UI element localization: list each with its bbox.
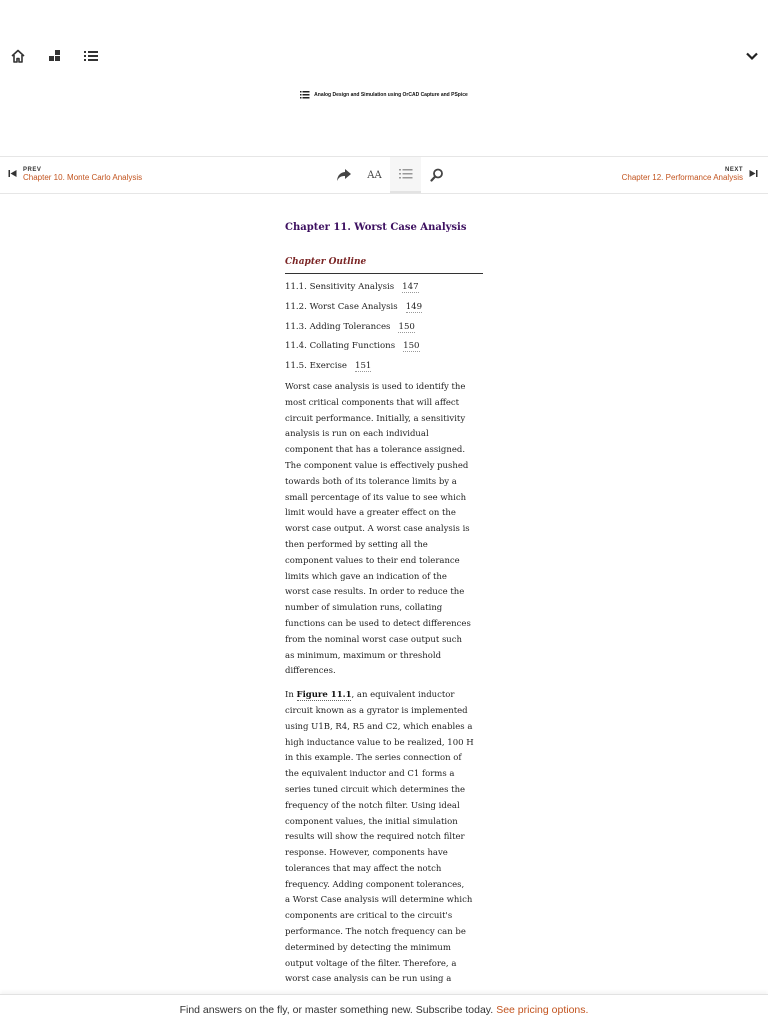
text-line: limits which gave an indication of the bbox=[285, 571, 447, 582]
text-line: components are critical to the circuit's bbox=[285, 911, 453, 922]
prev-chapter-link[interactable] bbox=[8, 165, 142, 183]
text-line: results will show the required notch filter bbox=[285, 832, 465, 843]
prev-chapter-title[interactable]: Chapter 10. Monte Carlo Analysis bbox=[23, 172, 143, 182]
outline-item-page[interactable]: 150 bbox=[398, 321, 415, 332]
chapter-title: Chapter 11. Worst Case Analysis bbox=[285, 222, 467, 233]
text-line: from the nominal worst case output such bbox=[285, 634, 463, 645]
text-line: frequency. Adding component tolerances, bbox=[285, 879, 465, 890]
outline-item-page[interactable]: 147 bbox=[402, 282, 419, 292]
text-line: analysis is run on each individual bbox=[285, 429, 429, 440]
outline-item[interactable] bbox=[285, 357, 485, 377]
text-line: small percentage of its value to see which bbox=[285, 492, 467, 503]
outline-item-label: 11.4. Collating Functions bbox=[285, 341, 396, 352]
outline-item-label: 11.1. Sensitivity Analysis bbox=[285, 282, 395, 292]
outline-item[interactable] bbox=[285, 298, 485, 318]
text-line: response. However, components have bbox=[285, 848, 448, 859]
next-label: NEXT bbox=[724, 166, 743, 173]
share-icon bbox=[336, 168, 352, 182]
text-line: component values to their end tolerance bbox=[285, 555, 460, 566]
text-line: high inductance value to be realized, 100 H bbox=[285, 737, 474, 748]
skip-forward-icon bbox=[749, 165, 758, 183]
reader-toolbar bbox=[328, 157, 452, 193]
text-line: the equivalent inductor and C1 forms a bbox=[285, 769, 455, 780]
text-line: output voltage of the filter. Therefore, a bbox=[285, 958, 457, 969]
outline-item[interactable] bbox=[285, 278, 485, 298]
skip-back-icon bbox=[8, 165, 17, 183]
text-line: number of simulation runs, collating bbox=[285, 603, 443, 614]
outline-item-page[interactable]: 151 bbox=[354, 361, 372, 372]
next-chapter-title[interactable]: Chapter 12. Performance Analysis bbox=[621, 172, 743, 182]
text-line: component that has a tolerance assigned. bbox=[285, 445, 466, 456]
top-bar bbox=[0, 0, 768, 120]
outline-item-label: 11.5. Exercise bbox=[285, 361, 347, 372]
text-line: series tuned circuit which determines the bbox=[285, 784, 466, 795]
grid-icon[interactable] bbox=[47, 48, 65, 66]
list-icon[interactable] bbox=[83, 48, 101, 66]
prev-label: PREV bbox=[23, 166, 42, 173]
text-line: circuit performance. Initially, a sensitivity bbox=[285, 413, 466, 424]
text-line: tolerances that may affect the notch bbox=[285, 863, 442, 874]
figure-link[interactable]: Figure 11.1 bbox=[296, 690, 352, 701]
text-line: component values, the initial simulation bbox=[285, 816, 458, 827]
paragraph-text: In bbox=[285, 690, 297, 701]
text-line: as minimum, maximum or threshold bbox=[285, 650, 442, 661]
text-line: limit would have a greater effect on the bbox=[285, 508, 456, 519]
text-line: worst case output. A worst case analysis is bbox=[285, 524, 470, 535]
text-line: then performed by setting all the bbox=[285, 539, 428, 550]
text-line: The component value is effectively pushed bbox=[285, 460, 469, 471]
outline-item[interactable] bbox=[285, 318, 485, 338]
chapter-outline-heading: Chapter Outline bbox=[285, 257, 483, 274]
text-line: in this example. The series connection of bbox=[285, 753, 462, 764]
chapter-content bbox=[285, 218, 485, 988]
paragraph-text: , an equivalent inductor bbox=[351, 690, 455, 701]
text-line: circuit known as a gyrator is implemented bbox=[285, 705, 468, 716]
search-button[interactable] bbox=[421, 157, 452, 193]
search-icon bbox=[430, 168, 444, 182]
font-size-button[interactable] bbox=[359, 157, 390, 193]
toc-icon bbox=[399, 168, 413, 180]
chevron-down-icon[interactable] bbox=[744, 48, 762, 66]
outline-item-page[interactable]: 150 bbox=[403, 341, 420, 352]
text-line: towards both of its tolerance limits by a bbox=[285, 476, 457, 487]
text-line: frequency of the notch filter. Using ideal bbox=[285, 800, 460, 811]
text-line: differences. bbox=[285, 666, 336, 677]
text-line: worst case analysis can be run using a bbox=[285, 974, 452, 985]
text-line: Worst case analysis is used to identify the bbox=[285, 381, 466, 392]
toc-button[interactable] bbox=[390, 157, 421, 193]
list-icon bbox=[300, 86, 310, 104]
font-size-icon: AA bbox=[367, 169, 382, 181]
outline-item-page[interactable]: 149 bbox=[405, 301, 423, 312]
subscribe-banner bbox=[0, 994, 768, 1024]
paragraph-gyrator bbox=[285, 688, 485, 988]
book-title-row[interactable] bbox=[0, 86, 768, 104]
text-line: functions can be used to detect differences bbox=[285, 618, 471, 629]
text-line: performance. The notch frequency can be bbox=[285, 927, 466, 938]
outline-item[interactable] bbox=[285, 337, 485, 357]
outline-item-label: 11.2. Worst Case Analysis bbox=[285, 301, 398, 312]
text-line: worst case results. In order to reduce the bbox=[285, 587, 465, 598]
text-line: a Worst Case analysis will determine which bbox=[285, 895, 473, 906]
text-line: most critical components that will affect bbox=[285, 397, 460, 408]
paragraph-intro bbox=[285, 380, 485, 680]
subscribe-text: Find answers on the fly, or master something new. Subscribe today. bbox=[179, 1003, 494, 1016]
text-line: using U1B, R4, R5 and C2, which enables a bbox=[285, 721, 473, 732]
outline-item-label: 11.3. Adding Tolerances bbox=[285, 321, 391, 332]
home-icon[interactable] bbox=[10, 48, 28, 66]
next-chapter-link[interactable] bbox=[622, 165, 758, 183]
chapter-nav-bar bbox=[0, 156, 768, 194]
chapter-outline-list bbox=[285, 278, 485, 377]
share-button[interactable] bbox=[328, 157, 359, 193]
pricing-link[interactable]: See pricing options. bbox=[496, 1003, 589, 1016]
book-title: Analog Design and Simulation using OrCAD Capture and PSpice bbox=[314, 92, 468, 98]
text-line: determined by detecting the minimum bbox=[285, 942, 451, 953]
